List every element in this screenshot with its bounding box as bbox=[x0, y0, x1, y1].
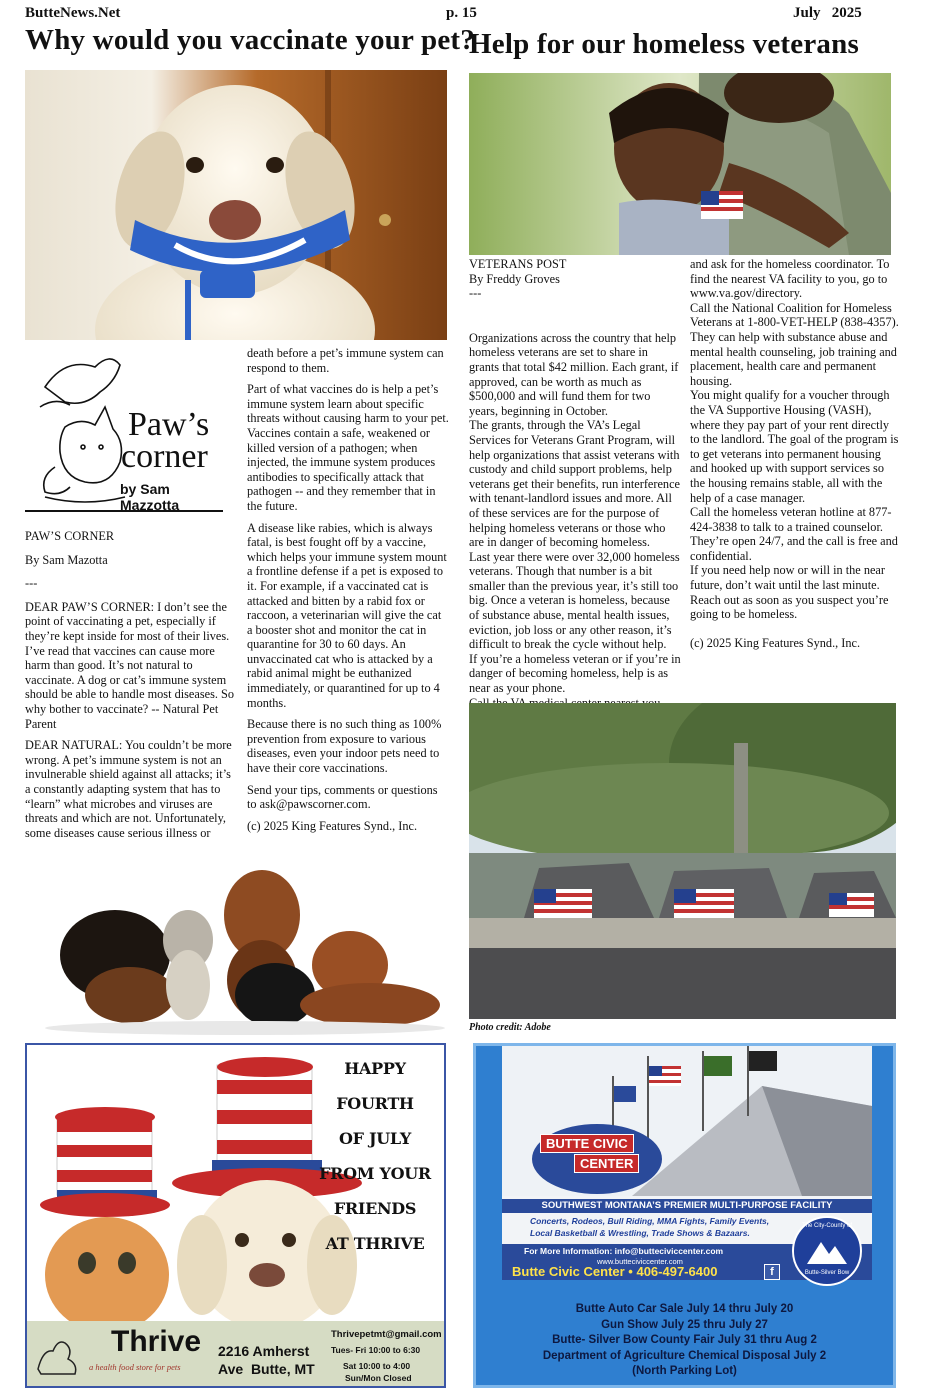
thrive-address-line: Ave Butte, MT bbox=[218, 1361, 315, 1377]
facility-banner: SOUTHWEST MONTANA’S PREMIER MULTI-PURPOSE FACILITY bbox=[502, 1199, 872, 1213]
civic-event-item: Butte Auto Car Sale July 14 thru July 20 bbox=[575, 1303, 794, 1315]
pet-article-paragraph: DEAR PAW’S CORNER: I don’t see the point of vaccinating a pet, especially if they’re kept inside for most of their lives. I’ve read that vaccines can cause more harm than good. It’s not natural to vaccinate. A dog or cat’s immune system should be able to handle most diseases. So why bother to vaccinate? -- Natural Pet Parent bbox=[25, 599, 235, 731]
civic-info-email[interactable]: For More Information: info@butteciviccenter.com bbox=[524, 1246, 724, 1256]
thrive-advertisement[interactable] bbox=[25, 1043, 446, 1388]
civic-event-item: (North Parking Lot) bbox=[632, 1365, 737, 1377]
thrive-ad-footer bbox=[27, 1321, 444, 1386]
butte-civic-center-advertisement[interactable] bbox=[473, 1043, 896, 1388]
pet-article-paragraph: A disease like rabies, which is always fatal, is best fought off by a vaccine, which helps your immune system mount a frontline defense if a pet is exposed to it. For example, if a vaccinated cat is attacked and bitten by a rabid fox or raccoon, a veterinarian will give the cat a booster shot and monitor the cat in quarantine for 30 to 60 days. An unvaccinated cat who is attacked by a rabid animal might be euthanized immediately, or quarantined for up to 4 months. bbox=[247, 520, 447, 710]
pet-article-author: By Sam Mazotta bbox=[25, 552, 108, 567]
veterans-article-paragraph: If you need help now or will in the near future, don’t wait until the last minute. Reach out as soon as you suspect you’re going to be homeless. bbox=[690, 563, 889, 622]
veterans-article-right-column bbox=[690, 257, 900, 650]
pet-silhouette-icon bbox=[33, 1329, 83, 1379]
civic-center-sign-line: BUTTE CIVIC bbox=[540, 1134, 634, 1153]
child-hugging-soldier-photo bbox=[469, 73, 891, 255]
civic-events-description: Concerts, Rodeos, Bull Riding, MMA Fights, Family Events, bbox=[530, 1216, 770, 1226]
seal-text: Butte-Silver Bow bbox=[804, 1270, 850, 1276]
paws-corner-logo-byline: by Sam Mazzotta bbox=[120, 481, 180, 513]
civic-center-photo-panel bbox=[502, 1046, 872, 1280]
photo-credit: Photo credit: Adobe bbox=[469, 1022, 551, 1033]
pet-article-paragraph: DEAR NATURAL: You couldn’t be more wrong. A pet’s immune system is not an invulnerable shield against all attacks; it’s a constantly adapting system that has to “learn” what microbes and viruses are threats and which are not. Unfortunately, some diseases cause serious illness or bbox=[25, 738, 232, 840]
pet-article-headline: Why would you vaccinate your pet? bbox=[25, 24, 475, 56]
thrive-ad-headline bbox=[305, 1051, 445, 1261]
butte-silver-bow-seal bbox=[792, 1216, 862, 1286]
civic-center-sign bbox=[532, 1124, 662, 1194]
civic-event-item: Department of Agriculture Chemical Disposal July 2 bbox=[542, 1349, 827, 1362]
civic-events-description: Local Basketball & Wrestling, Trade Shows & Bazaars. bbox=[530, 1228, 750, 1238]
pet-article-separator: --- bbox=[25, 576, 38, 591]
thrive-email[interactable]: Thrivepetmt@gmail.com bbox=[331, 1329, 442, 1340]
dogs-and-cat-photo bbox=[40, 845, 450, 1035]
thrive-ad-headline-line: AT THRIVE bbox=[325, 1234, 425, 1253]
pet-article-copyright: (c) 2025 King Features Synd., Inc. bbox=[247, 818, 418, 833]
pet-article-right-column bbox=[247, 346, 449, 840]
veterans-article-section-label: VETERANS POST bbox=[469, 257, 567, 271]
veterans-article-separator: --- bbox=[469, 286, 482, 301]
veterans-article-paragraph: If you’re a homeless veteran or if you’re in danger of becoming homeless, help is as near as your phone. bbox=[469, 651, 681, 696]
thrive-hours: Sun/Mon Closed bbox=[345, 1373, 412, 1383]
homeless-encampment-photo bbox=[469, 703, 896, 1019]
pet-article-paragraph: Because there is no such thing as 100% prevention from exposure to various diseases, even your indoor pets need to have their core vaccinations. bbox=[247, 717, 442, 776]
pet-article-paragraph: death before a pet’s immune system can respond to them. bbox=[247, 346, 444, 375]
veterans-article-paragraph: Last year there were over 32,000 homeless veterans. Though that number is a bit smaller than the previous year, it’s still too big. Once a veteran is homeless, because of substance abuse, mental health issues, eviction, job loss or any other reason, it’s difficult to break the cycle without help. bbox=[469, 549, 680, 652]
civic-center-sign-line: CENTER bbox=[574, 1154, 639, 1173]
veterans-article-copyright: (c) 2025 King Features Synd., Inc. bbox=[690, 635, 861, 650]
thrive-ad-headline-line: FROM YOUR bbox=[319, 1164, 431, 1183]
issue-date: July 2025 bbox=[793, 5, 862, 21]
facebook-icon[interactable]: f bbox=[764, 1264, 780, 1280]
veterans-article-paragraph: The grants, through the VA’s Legal Services for Veterans Grant Program, will help organizations that assist veterans with custody and child support problems, help veterans get their benefits, run interference with tenant-landlord issues and more. All of these services are for the purpose of helping homeless veterans or those who are in danger of becoming homeless. bbox=[469, 418, 680, 550]
pet-article-section-label: PAW’S CORNER bbox=[25, 529, 115, 543]
pet-article-paragraph: Part of what vaccines do is help a pet’s immune system learn about specific threats without causing harm to your pet. Vaccines contain a safe, weakened or killed version of a pathogen; when injected, the immune system produces antibodies to specifically attack that pathogen -- and they remember that in the future. bbox=[247, 382, 449, 513]
veterans-article-paragraph: Call the National Coalition for Homeless Veterans at 1-800-VET-HELP (838-4357). They can help with substance abuse and mental health counseling, job training and placement, health care and permanent housing. bbox=[690, 300, 899, 388]
thrive-address-line: 2216 Amherst bbox=[218, 1343, 310, 1359]
civic-phone: Butte Civic Center • 406-497-6400 bbox=[512, 1264, 718, 1279]
thrive-ad-headline-line: HAPPY FOURTH bbox=[336, 1059, 414, 1113]
veterans-article-paragraph: Organizations across the country that help homeless veterans are set to share in grants that total $42 million. Each grant, if approved, can be worth as much as $500,000 and will fund them for two years, beginning in October. bbox=[469, 330, 679, 418]
pet-article-paragraph: Send your tips, comments or questions to ask@pawscorner.com. bbox=[247, 782, 438, 812]
thrive-hours: Sat 10:00 to 4:00 bbox=[343, 1361, 411, 1371]
veterans-article-paragraph: and ask for the homeless coordinator. To find the nearest VA facility to you, go to www.va.gov/directory. bbox=[690, 257, 890, 301]
thrive-brand: Thrive bbox=[111, 1325, 202, 1358]
mountain-icon bbox=[807, 1236, 847, 1266]
veterans-article-paragraph: You might qualify for a voucher through the VA Supportive Housing (VASH), where they pay part of your rent directly to the landlord. The goal of the program is to get veterans into permanent housing and hooked up with support services so the housing remains stable, all with the help of a case manager. bbox=[690, 388, 899, 505]
veterans-article-author: By Freddy Groves bbox=[469, 271, 560, 286]
paws-corner-logo-title: Paw’s bbox=[128, 406, 210, 443]
paws-corner-logo bbox=[25, 347, 223, 513]
civic-event-list bbox=[476, 1302, 893, 1380]
veterans-article-paragraph: Call the homeless veteran hotline at 877-424-3838 to talk to a trained counselor. They’re open 24/7, and the call is free and confidential. bbox=[690, 505, 898, 563]
thrive-tagline: a health food store for pets bbox=[89, 1362, 181, 1372]
paws-corner-logo-subtitle: corner bbox=[121, 438, 208, 475]
dog-with-leash-photo bbox=[25, 70, 447, 340]
civic-event-item: Butte- Silver Bow County Fair July 31 thru Aug 2 bbox=[552, 1334, 817, 1346]
pet-article-left-column bbox=[25, 529, 237, 847]
veterans-article-headline: Help for our homeless veterans bbox=[469, 28, 859, 60]
civic-event-item: Gun Show July 25 thru July 27 bbox=[601, 1318, 768, 1331]
site-name: ButteNews.Net bbox=[25, 5, 121, 21]
thrive-ad-headline-line: FRIENDS bbox=[333, 1199, 417, 1218]
thrive-hours: Tues- Fri 10:00 to 6:30 bbox=[331, 1345, 421, 1355]
seal-text: The City-County of bbox=[801, 1223, 853, 1229]
veterans-article-left-column bbox=[469, 257, 681, 710]
civic-website[interactable]: www.butteciviccenter.com bbox=[597, 1257, 683, 1266]
thrive-ad-headline-line: OF JULY bbox=[339, 1129, 411, 1148]
page-number: p. 15 bbox=[446, 5, 477, 21]
